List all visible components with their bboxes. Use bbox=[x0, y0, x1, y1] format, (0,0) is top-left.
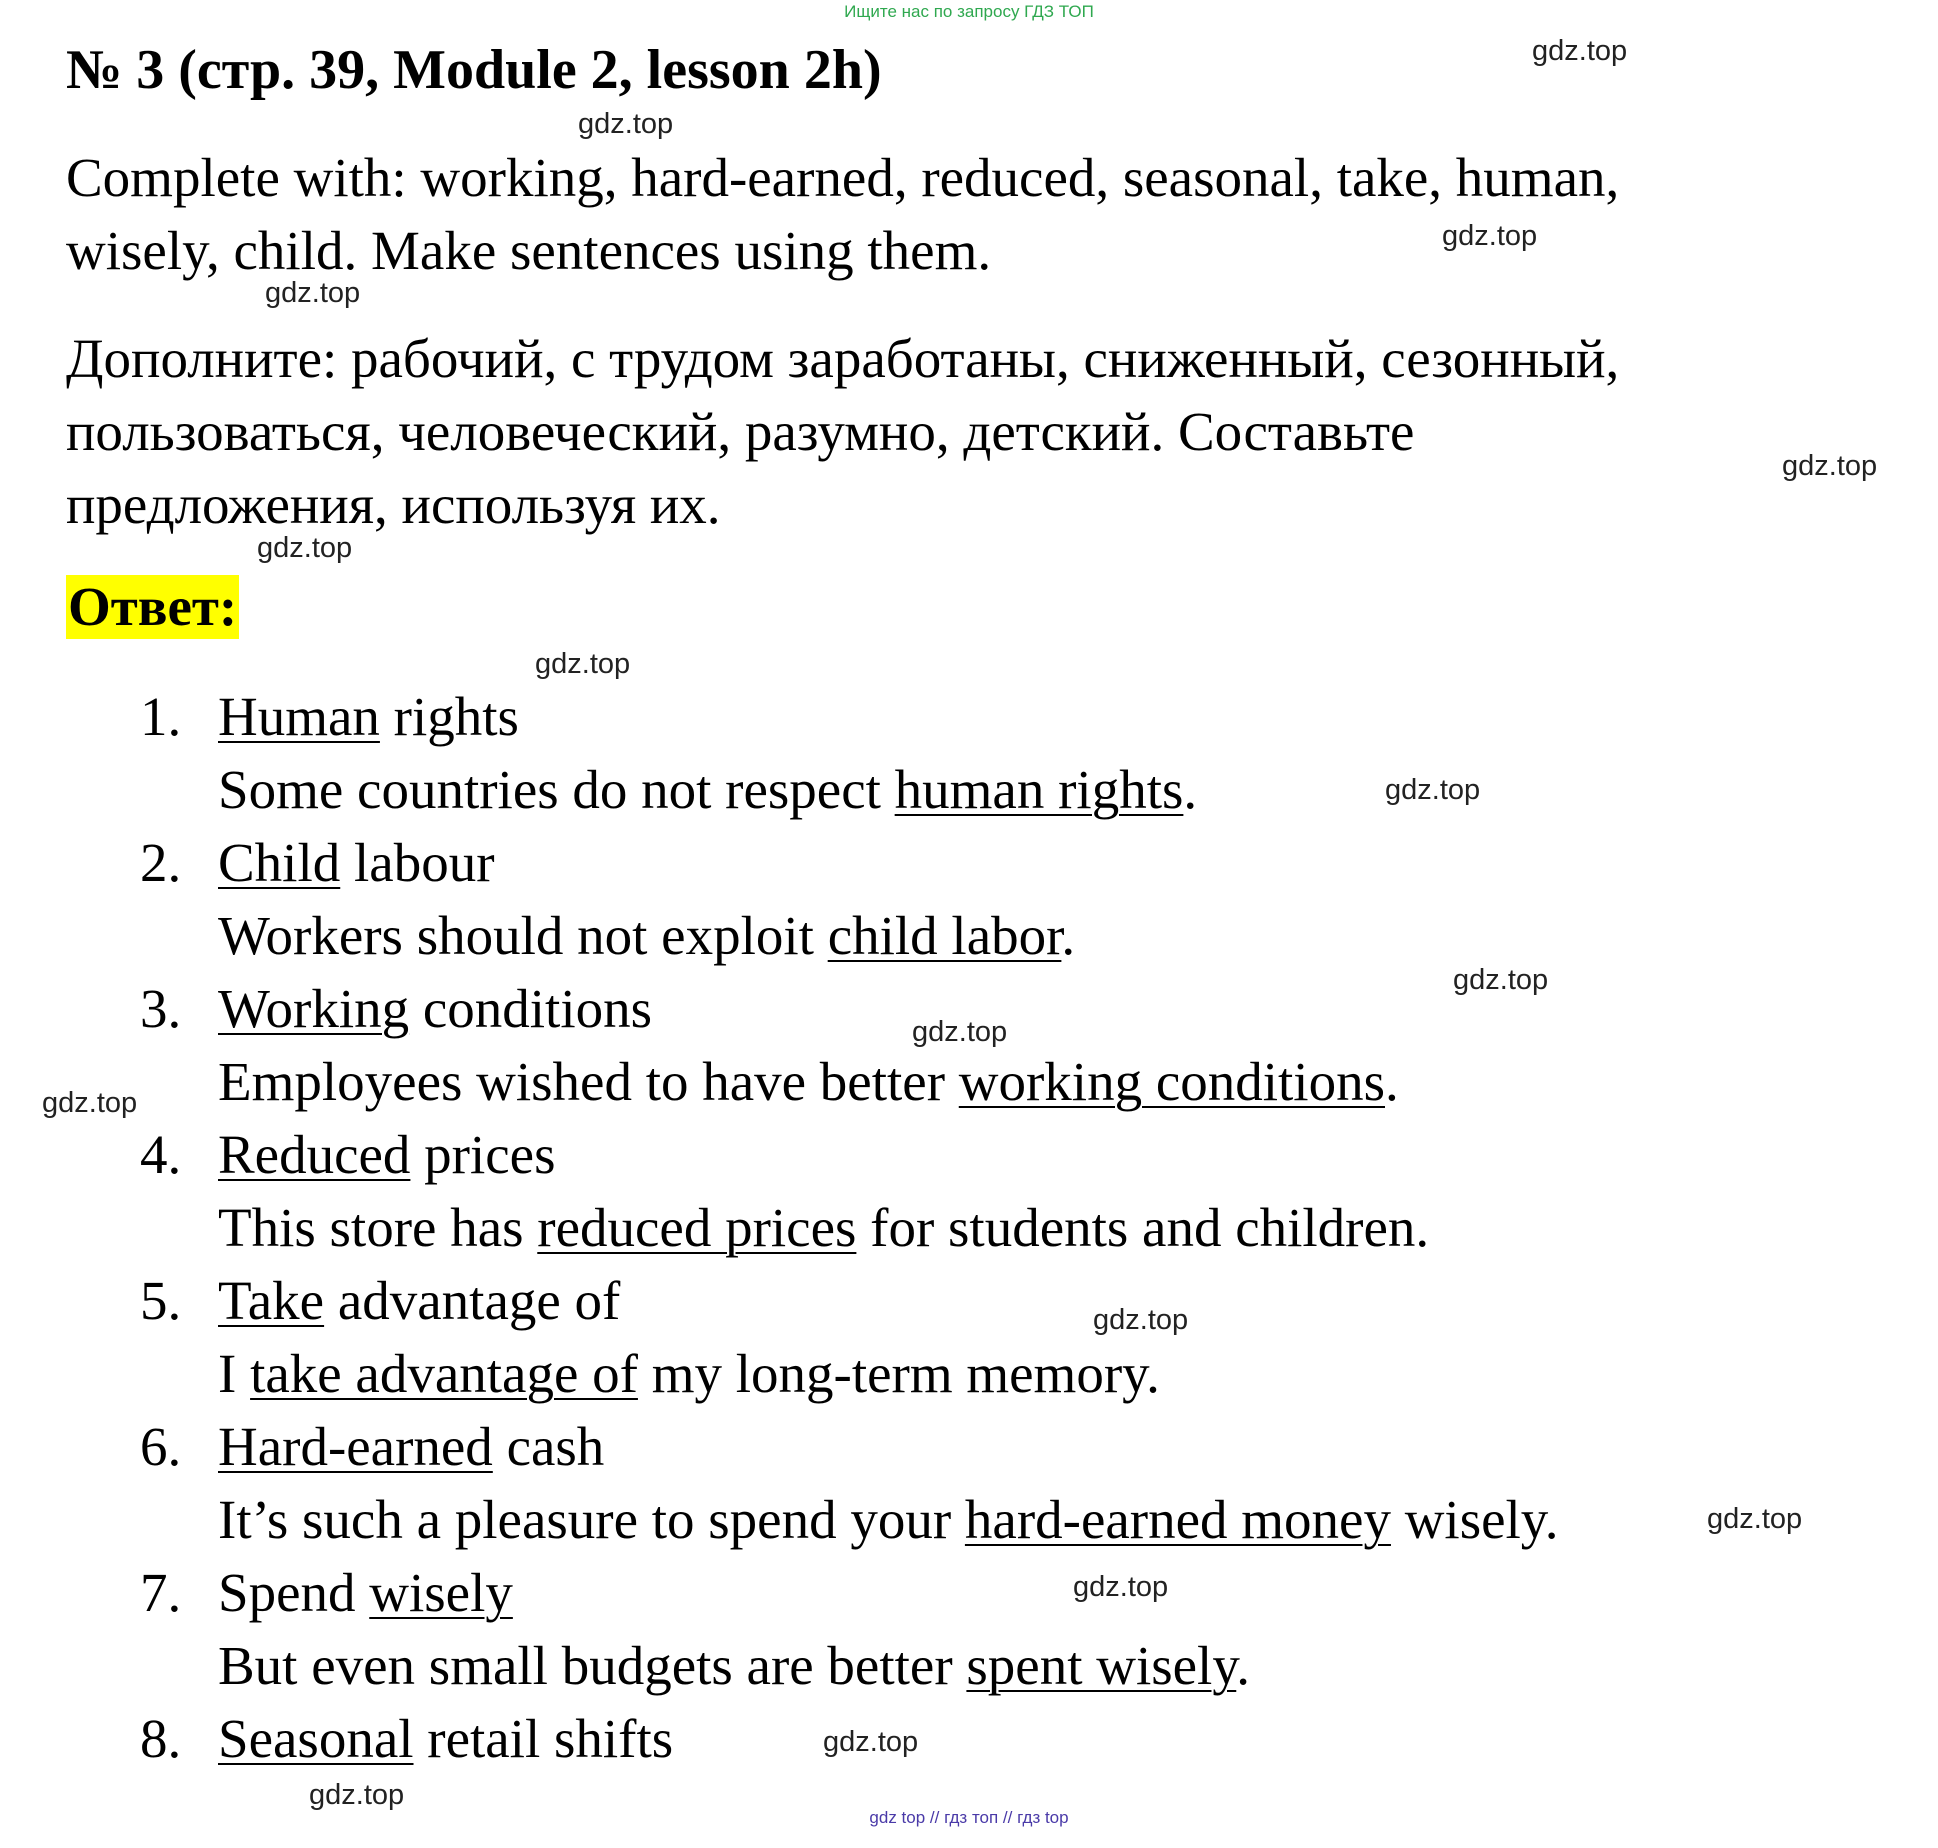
phrase-rest: rights bbox=[379, 686, 519, 747]
answer-sentence bbox=[218, 899, 1075, 972]
sentence-phrase: take advantage of bbox=[250, 1343, 638, 1404]
sentence-after: . bbox=[1236, 1635, 1251, 1696]
answer-phrase bbox=[218, 826, 495, 899]
watermark: gdz.top bbox=[1093, 1304, 1189, 1336]
answer-sentence bbox=[218, 1045, 1399, 1118]
answer-phrase bbox=[218, 1264, 620, 1337]
sentence-before: Workers should not exploit bbox=[218, 905, 828, 966]
answer-phrase bbox=[218, 1702, 673, 1775]
sentence-phrase: spent wisely bbox=[966, 1635, 1237, 1696]
watermark: gdz.top bbox=[535, 648, 631, 680]
sentence-after: . bbox=[1183, 759, 1198, 820]
phrase-keyword: Working bbox=[218, 978, 410, 1039]
phrase-keyword: Take bbox=[218, 1270, 325, 1331]
watermark: gdz.top bbox=[42, 1087, 138, 1119]
item-number: 8. bbox=[140, 1708, 182, 1769]
task-english bbox=[66, 141, 1619, 287]
sentence-before: I bbox=[218, 1343, 251, 1404]
task-english-line-2: wisely, child. Make sentences using them. bbox=[66, 220, 992, 281]
item-number: 2. bbox=[140, 832, 182, 893]
phrase-keyword: Child bbox=[218, 832, 341, 893]
list-item bbox=[0, 1264, 1938, 1410]
sentence-before: It’s such a pleasure to spend your bbox=[218, 1489, 965, 1550]
item-number: 5. bbox=[140, 1270, 182, 1331]
answer-phrase bbox=[218, 1410, 604, 1483]
watermark: gdz.top bbox=[912, 1016, 1008, 1048]
sentence-after: wisely. bbox=[1390, 1489, 1559, 1550]
answer-sentence bbox=[218, 1483, 1558, 1556]
sentence-after: my long-term memory. bbox=[637, 1343, 1160, 1404]
task-russian bbox=[66, 322, 1619, 541]
answer-label: Ответ: bbox=[68, 576, 238, 637]
list-item bbox=[0, 680, 1938, 826]
sentence-phrase: reduced prices bbox=[537, 1197, 857, 1258]
sentence-phrase: human rights bbox=[894, 759, 1184, 820]
task-russian-line-2: пользоваться, человеческий, разумно, детский. Составьте bbox=[66, 401, 1415, 462]
top-banner: Ищите нас по запросу ГДЗ ТОП bbox=[844, 2, 1094, 21]
task-english-line-1: Complete with: working, hard-earned, reduced, seasonal, take, human, bbox=[66, 147, 1620, 208]
answer-sentence bbox=[218, 753, 1197, 826]
phrase-rest: conditions bbox=[409, 978, 653, 1039]
answer-list bbox=[0, 680, 1938, 1848]
watermark: gdz.top bbox=[257, 532, 353, 564]
watermark: gdz.top bbox=[578, 108, 674, 140]
phrase-keyword: Reduced bbox=[218, 1124, 411, 1185]
watermark: gdz.top bbox=[1385, 774, 1481, 806]
answer-sentence bbox=[218, 1337, 1160, 1410]
sentence-after: for students and children. bbox=[856, 1197, 1430, 1258]
answer-sentence bbox=[218, 1191, 1429, 1264]
sentence-before: This store has bbox=[218, 1197, 538, 1258]
page-title: № 3 (стр. 39, Module 2, lesson 2h) bbox=[66, 39, 882, 101]
watermark: gdz.top bbox=[1532, 35, 1628, 67]
watermark: gdz.top bbox=[1782, 450, 1878, 482]
list-item bbox=[0, 1410, 1938, 1556]
task-russian-line-1: Дополните: рабочий, с трудом заработаны, сниженный, сезонный, bbox=[66, 328, 1620, 389]
list-item bbox=[0, 826, 1938, 972]
footer: gdz top // гдз топ // гдз top bbox=[869, 1808, 1069, 1827]
task-russian-line-3: предложения, используя их. bbox=[66, 474, 721, 535]
watermark: gdz.top bbox=[265, 277, 361, 309]
sentence-phrase: child labor bbox=[827, 905, 1062, 966]
answer-phrase bbox=[218, 1118, 556, 1191]
watermark: gdz.top bbox=[309, 1779, 405, 1811]
item-number: 3. bbox=[140, 978, 182, 1039]
item-number: 1. bbox=[140, 686, 182, 747]
list-item bbox=[0, 1556, 1938, 1702]
phrase-keyword: Hard-earned bbox=[218, 1416, 493, 1477]
watermark: gdz.top bbox=[1707, 1503, 1803, 1535]
item-number: 7. bbox=[140, 1562, 182, 1623]
answer-phrase bbox=[218, 680, 519, 753]
phrase-rest: labour bbox=[340, 832, 495, 893]
phrase-keyword: Human bbox=[218, 686, 380, 747]
item-number: 6. bbox=[140, 1416, 182, 1477]
sentence-after: . bbox=[1061, 905, 1076, 966]
phrase-rest: advantage of bbox=[324, 1270, 621, 1331]
watermark: gdz.top bbox=[823, 1726, 919, 1758]
answer-sentence bbox=[218, 1629, 1250, 1702]
phrase-keyword: wisely bbox=[369, 1562, 513, 1623]
phrase-keyword: Seasonal bbox=[218, 1708, 414, 1769]
watermark: gdz.top bbox=[1073, 1571, 1169, 1603]
sentence-phrase: hard-earned money bbox=[964, 1489, 1391, 1550]
list-item bbox=[0, 1118, 1938, 1264]
phrase-rest: retail shifts bbox=[413, 1708, 674, 1769]
answer-phrase bbox=[218, 1556, 513, 1629]
sentence-after: . bbox=[1385, 1051, 1399, 1112]
item-number: 4. bbox=[140, 1124, 182, 1185]
watermark: gdz.top bbox=[1442, 220, 1538, 252]
sentence-phrase: working conditions bbox=[958, 1051, 1385, 1112]
sentence-before: But even small budgets are better bbox=[218, 1635, 967, 1696]
phrase-rest: prices bbox=[410, 1124, 556, 1185]
phrase-prefix: Spend bbox=[218, 1562, 370, 1623]
sentence-before: Employees wished to have better bbox=[218, 1051, 959, 1112]
watermark: gdz.top bbox=[1453, 964, 1549, 996]
sentence-before: Some countries do not respect bbox=[218, 759, 895, 820]
answer-phrase bbox=[218, 972, 652, 1045]
phrase-rest: cash bbox=[492, 1416, 605, 1477]
